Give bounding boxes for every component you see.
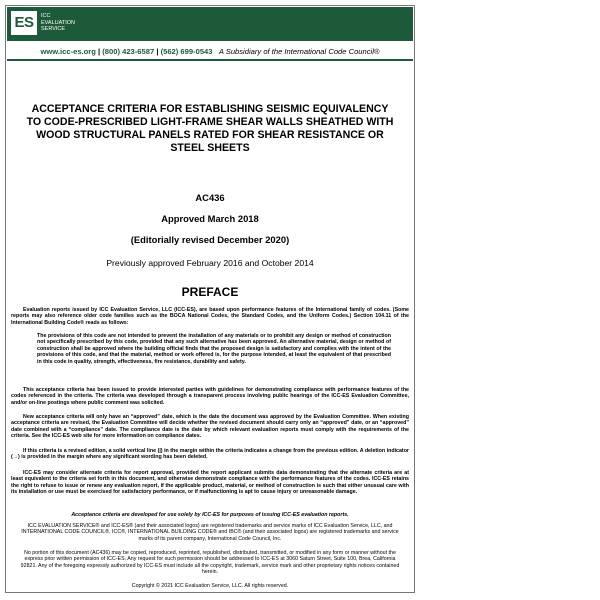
trademark-notice: ICC EVALUATION SERVICE® and ICC-ES® (and their associated logos) are registered trademarks and service marks of ICC Evaluation Service, LLC, and INTERNATIONAL CODE COUNCIL®, ICC®, INTERNATIONAL BUILDING CODE® and IBC® (and their associated logos) are registered trademarks and service marks of its parent company, International Code Council, Inc. xyxy=(21,523,399,542)
subsidiary-text: A Subsidiary of the International Code Council® xyxy=(218,47,380,56)
separator: | xyxy=(156,47,159,56)
previous-approvals: Previously approved February 2016 and October 2014 xyxy=(106,258,314,268)
preface-heading: PREFACE xyxy=(181,285,239,299)
approved-date: Approved March 2018 xyxy=(161,213,259,224)
document-code: AC436 xyxy=(195,192,225,203)
editorial-revision: (Editorially revised December 2020) xyxy=(130,234,290,245)
website-link[interactable]: www.icc-es.org xyxy=(40,47,96,56)
logo-line: SERVICE xyxy=(41,26,66,32)
icc-es-logo: ES xyxy=(11,11,37,35)
copyright-notice: Copyright © 2021 ICC Evaluation Service, LLC. All rights reserved. xyxy=(131,583,289,589)
document-title: ACCEPTANCE CRITERIA FOR ESTABLISHING SEISMIC EQUIVALENCY TO CODE-PRESCRIBED LIGHT-FRAME SHEAR WALLS SHEATHED WITH WOOD STRUCTURAL PANELS RATED FOR SHEAR RESISTANCE OR STEEL SHEETS xyxy=(26,103,394,154)
preface-paragraph: New acceptance criteria will only have an “approved” date, which is the date the document was approved by the Evaluation Committee. When existing acceptance criteria are revised, the Evaluation Committee will decide whether the revised document should carry only an “approved” date, or an “approved” date combined with a “compliance” date. The compliance date is the date by which relevant evaluation reports must comply with the requirements of the criteria. See the ICC-ES web site for more information on compliance dates. xyxy=(11,414,409,440)
preface-paragraph: If this criteria is a revised edition, a solid vertical line (|) in the margin within the criteria indicates a change from the previous edition. A deletion indicator (→) is provided in the margin where any significant wording has been deleted. xyxy=(11,448,409,461)
document-page xyxy=(5,5,415,593)
usage-note: Acceptance criteria are developed for use solely by ICC-ES for purposes of issuing ICC-ES evaluation reports. xyxy=(71,512,349,518)
separator: | xyxy=(98,47,101,56)
phone-number: (562) 699-0543 xyxy=(160,47,213,56)
code-quote: The provisions of this code are not intended to prevent the installation of any materials or to prohibit any design or method of construction not specifically prescribed by this code, provided that any such alternative has been approved. An alternative material, design or method of construction shall be approved where the building official finds that the proposed design is satisfactory and complies with the intent of the provisions of this code, and that the material, method or work offered is, for the purpose intended, at least the equivalent of that prescribed in this code in quality, strength, effectiveness, fire resistance, durability and safety. xyxy=(37,333,391,365)
phone-number: (800) 423-6587 xyxy=(102,47,155,56)
preface-paragraph: This acceptance criteria has been issued to provide interested parties with guidelines for demonstrating compliance with performance features of the codes referenced in the criteria. The criteria was developed through a transparent process involving public hearings of the ICC-ES Evaluation Committee, and/or on-line postings where public comment was solicited. xyxy=(11,387,409,406)
header-banner xyxy=(7,7,413,41)
preface-paragraph: Evaluation reports issued by ICC Evaluation Service, LLC (ICC-ES), are based upon performance features of the International family of codes. (Some reports may also reference older code families such as the BOCA National Codes, the Standard Codes, and the Uniform Codes.) Section 104.11 of the International Building Code® reads as follows: xyxy=(11,307,409,326)
preface-paragraph: ICC-ES may consider alternate criteria for report approval, provided the report applicant submits data demonstrating that the alternate criteria are at least equivalent to the criteria set forth in this document, and otherwise demonstrate compliance with the performance features of the codes. ICC-ES retains the right to refuse to issue or renew any evaluation report, if the applicable product, material, or method of construction is such that either unusual care with its installation or use must be exercised for satisfactory performance, or if malfunctioning is apt to cause injury or unreasonable damage. xyxy=(11,470,409,496)
contact-line xyxy=(6,47,414,56)
logo-line: ICC xyxy=(41,13,51,19)
logo-line: EVALUATION xyxy=(41,19,76,26)
logo-wordmark xyxy=(41,13,101,33)
header-divider xyxy=(7,59,413,61)
reproduction-notice: No portion of this document (AC436) may be copied, reproduced, reprinted, republished, distributed, transmitted, or modified in any form or manner without the express prior written permission of ICC-ES. Any request for such permission should be addressed to ICC-ES at 3060 Saturn Street, Suite 100, Brea, California 92821. Any of the foregoing expressly authorized by ICC-ES must include all the copyright, trademark, service mark and other proprietary rights notices contained herein. xyxy=(20,550,400,576)
